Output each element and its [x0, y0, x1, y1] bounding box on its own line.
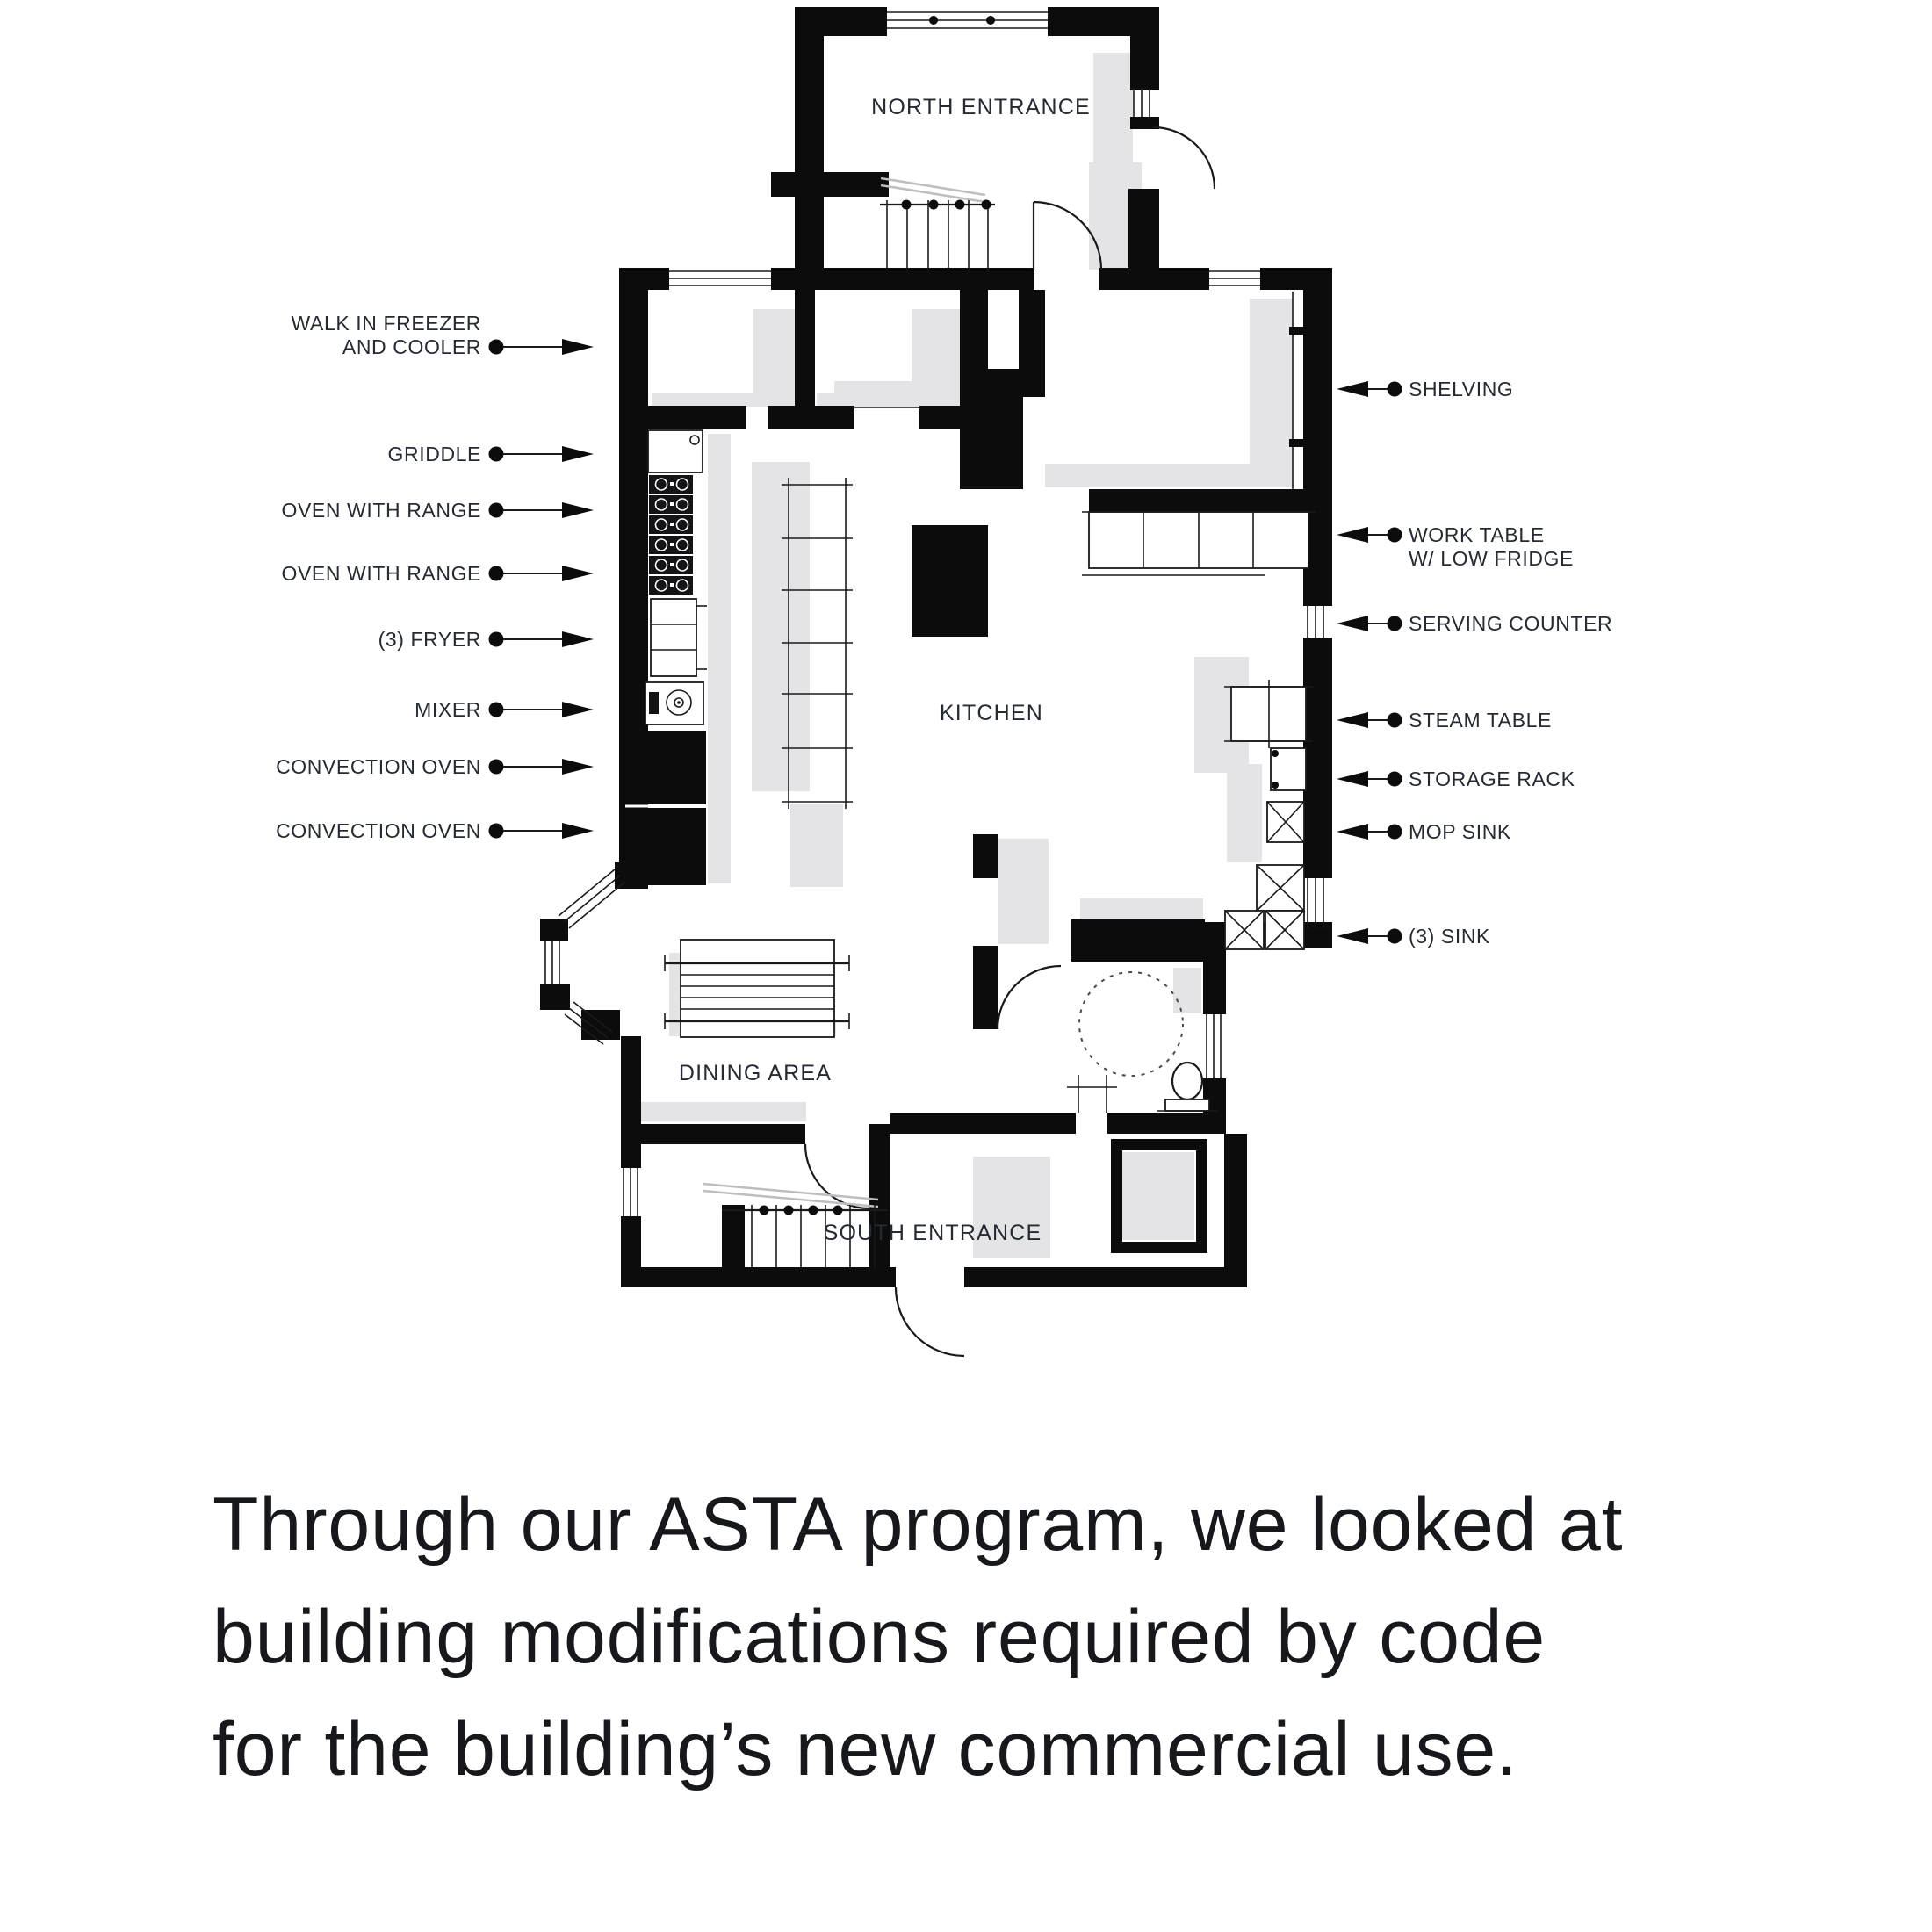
callout-dot	[489, 703, 504, 717]
steam-table	[1224, 680, 1313, 748]
callout-dot	[1388, 772, 1402, 787]
callout-label: OVEN WITH RANGE	[281, 499, 481, 522]
callout-shelving	[1337, 378, 1513, 400]
wheelchair-turning-circle	[1079, 972, 1183, 1076]
callout-dot	[489, 760, 504, 775]
room-label-north-entrance: NORTH ENTRANCE	[871, 95, 1091, 119]
burner-row	[649, 515, 693, 534]
callout-dot	[1388, 825, 1402, 840]
callout-dot	[489, 447, 504, 462]
east-wall-lower-window	[1308, 878, 1323, 928]
caption	[213, 1468, 1776, 1806]
callout-dot	[489, 566, 504, 581]
south-entrance-door-arc	[896, 1287, 964, 1356]
callout-arrowhead	[562, 631, 594, 647]
callout-oven-with-range-2	[281, 562, 594, 585]
callout-convection-oven-2	[276, 819, 594, 842]
callout-dot	[1388, 713, 1402, 728]
burner-row	[649, 556, 693, 574]
callout-label: MIXER	[415, 698, 481, 721]
callout-label: WALK IN FREEZER	[291, 312, 481, 335]
room-label-south-entrance: SOUTH ENTRANCE	[823, 1221, 1042, 1245]
top-wall-window-right	[1209, 271, 1260, 285]
callout-dot	[1388, 616, 1402, 631]
callout-oven-with-range-1	[281, 499, 594, 522]
callout-arrowhead	[562, 566, 594, 581]
fryers	[651, 599, 707, 676]
callout-work-table	[1337, 523, 1574, 570]
callout-mixer	[415, 698, 594, 721]
room-labels	[679, 95, 1091, 1245]
callout-label: MOP SINK	[1409, 820, 1511, 843]
callout-label: (3) SINK	[1409, 925, 1490, 948]
west-wall-window	[624, 1168, 638, 1216]
left-callouts	[276, 312, 594, 842]
north-entrance-window	[887, 12, 1048, 28]
bathroom-window	[1207, 1014, 1221, 1078]
callout-storage-rack	[1337, 768, 1575, 790]
callout-fryer-3	[378, 628, 594, 651]
callout-convection-oven-1	[276, 755, 594, 778]
callout-arrowhead	[1337, 712, 1368, 728]
room-label-kitchen: KITCHEN	[939, 701, 1044, 725]
callout-label: CONVECTION OVEN	[276, 819, 481, 842]
convection-ovens	[625, 731, 706, 885]
serving-pass-window	[1308, 606, 1323, 638]
burner-row	[649, 536, 693, 554]
callout-arrowhead	[1337, 928, 1368, 944]
callout-arrowhead	[1337, 381, 1368, 397]
storage-rack	[1271, 748, 1306, 790]
callout-arrowhead	[562, 502, 594, 518]
callout-dot	[1388, 382, 1402, 397]
callout-label: GRIDDLE	[387, 443, 481, 465]
bathroom-door-arc	[998, 966, 1061, 1029]
callout-label: SERVING COUNTER	[1409, 612, 1613, 635]
callout-arrowhead	[562, 446, 594, 462]
callout-sink-3	[1337, 925, 1490, 948]
callout-dot	[489, 340, 504, 355]
callout-label: STEAM TABLE	[1409, 709, 1552, 732]
callout-walk-in-freezer-and-cooler	[292, 312, 594, 358]
oven-with-range-burners	[649, 475, 693, 595]
callout-arrowhead	[1337, 824, 1368, 840]
callout-dot	[1388, 929, 1402, 944]
caption-line: building modifications required by code	[213, 1595, 1546, 1679]
callout-dot	[489, 824, 504, 839]
callout-arrowhead	[1337, 771, 1368, 787]
callout-dot	[1388, 528, 1402, 543]
callout-label: STORAGE RACK	[1409, 768, 1575, 790]
dining-table	[665, 940, 849, 1037]
top-wall-window-left	[669, 271, 771, 285]
callout-label: AND COOLER	[342, 335, 481, 358]
callout-arrowhead	[562, 823, 594, 839]
burner-row	[649, 495, 693, 514]
right-callouts	[1337, 378, 1612, 948]
callout-steam-table	[1337, 709, 1552, 732]
lavatory	[1067, 1075, 1117, 1113]
caption-line: for the building’s new commercial use.	[213, 1707, 1518, 1791]
burner-row	[649, 576, 693, 595]
callout-arrowhead	[562, 759, 594, 775]
callout-griddle	[388, 443, 594, 465]
room-label-dining-area: DINING AREA	[678, 1061, 833, 1085]
callout-arrowhead	[1337, 616, 1368, 631]
mixer	[645, 682, 703, 724]
callout-dot	[489, 632, 504, 647]
griddle	[648, 430, 703, 472]
north-stairs	[880, 178, 995, 268]
callout-label: WORK TABLE	[1409, 523, 1545, 546]
burner-row	[649, 475, 693, 494]
callout-mop-sink	[1337, 820, 1511, 843]
callout-label: CONVECTION OVEN	[276, 755, 481, 778]
caption-line: Through our ASTA program, we looked at	[213, 1482, 1624, 1567]
vestibule-east-window	[1134, 88, 1150, 117]
callout-arrowhead	[562, 339, 594, 355]
callout-label: (3) FRYER	[378, 628, 481, 651]
callout-dot	[489, 503, 504, 518]
callout-label: SHELVING	[1409, 378, 1514, 400]
work-table-low-fridge	[1082, 512, 1316, 575]
vestibule-east-door-arc	[1153, 127, 1215, 189]
mop-sink	[1267, 802, 1304, 842]
callout-arrowhead	[1337, 527, 1368, 543]
callout-label: OVEN WITH RANGE	[281, 562, 481, 585]
callout-serving-counter	[1337, 612, 1612, 635]
callout-label: W/ LOW FRIDGE	[1409, 547, 1574, 570]
callout-arrowhead	[562, 702, 594, 717]
